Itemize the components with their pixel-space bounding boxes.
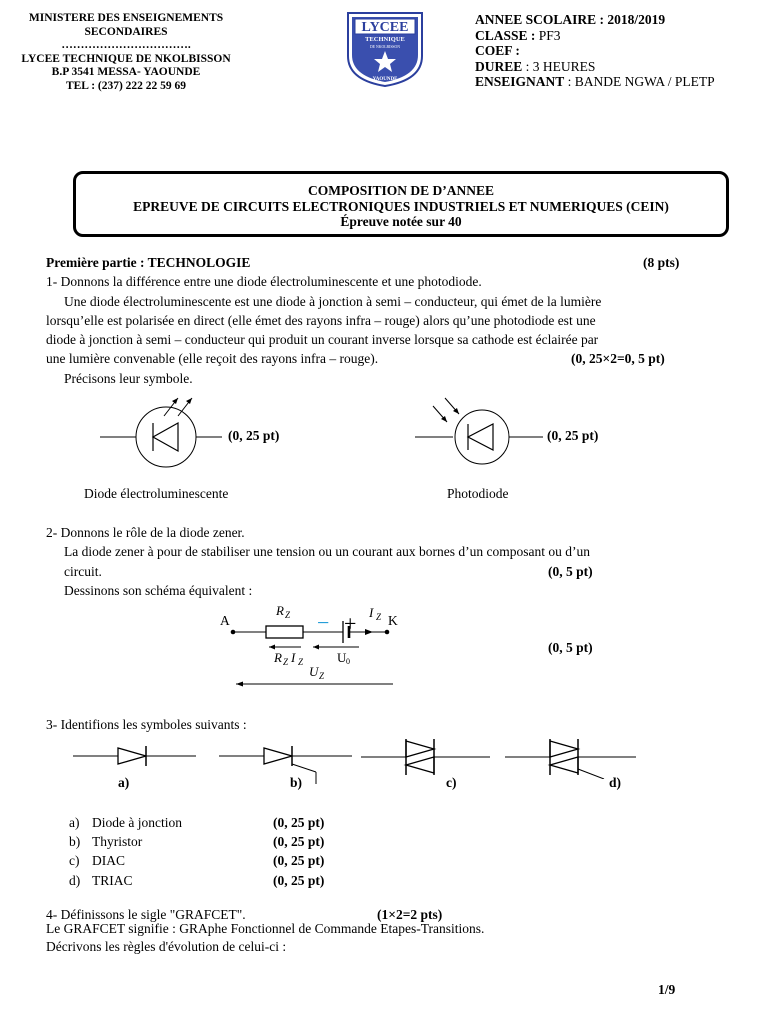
ministry-line2: SECONDAIRES	[84, 25, 168, 38]
node-a-label: A	[220, 613, 230, 628]
q2-question: 2- Donnons le rôle de la diode zener.	[46, 525, 245, 540]
u0-sub: 0	[346, 657, 350, 666]
symbol-a-diode	[72, 740, 198, 774]
answer-b-points: (0, 25 pt)	[273, 834, 325, 849]
node-k-label: K	[388, 613, 398, 628]
iz-sub: Z	[376, 612, 382, 622]
answer-b-letter: b)	[69, 834, 81, 849]
answer-a-name: Diode à jonction	[92, 815, 182, 830]
q1-precisons: Précisons leur symbole.	[64, 371, 193, 386]
rz-resistor	[266, 626, 303, 638]
rziz-i: I	[291, 650, 296, 665]
exam-title-line3: Épreuve notée sur 40	[340, 214, 462, 229]
part1-title: Première partie : TECHNOLOGIE	[46, 255, 251, 270]
enseignant-label: ENSEIGNANT	[475, 74, 565, 90]
symbol-d-triac	[504, 735, 638, 779]
q4-points: (1×2=2 pts)	[377, 907, 443, 922]
school-logo	[345, 10, 425, 88]
exam-title-line1: COMPOSITION DE D’ANNEE	[307, 183, 494, 198]
rziz-r: R	[274, 650, 282, 665]
symbol-b-thyristor	[218, 740, 354, 786]
symbol-a-label: a)	[118, 775, 130, 790]
iz-label: I	[369, 605, 374, 620]
answer-b-name: Thyristor	[92, 834, 143, 849]
q2-answer-line2: circuit.	[64, 564, 102, 579]
classe-value: PF3	[535, 27, 561, 43]
answer-c-name: DIAC	[92, 853, 125, 868]
q4-grafcet-meaning: Le GRAFCET signifie : GRAphe Fonctionnel de Commande Etapes-Transitions.	[46, 921, 485, 936]
q1-answer-line3: diode à jonction à semi – conducteur qui produit un courant inverse lorsque sa cathode est éclairée par	[46, 332, 599, 347]
enseignant-row	[475, 74, 715, 90]
minus-sign: −	[317, 610, 330, 635]
duree-value: : 3 HEURES	[522, 58, 596, 74]
part1-points: (8 pts)	[643, 255, 680, 270]
answer-c-letter: c)	[69, 853, 80, 868]
answer-a-letter: a)	[69, 815, 80, 830]
rz-sub: Z	[285, 610, 291, 620]
logo-city: YAOUNDE	[372, 77, 398, 82]
rz-label: R	[276, 603, 284, 618]
photodiode-symbol	[413, 394, 547, 466]
u0-label: U	[337, 650, 347, 665]
q2-dessinons: Dessinons son schéma équivalent :	[64, 583, 253, 598]
uz-label: U	[309, 664, 319, 679]
q2-answer-points: (0, 5 pt)	[548, 564, 593, 579]
led-symbol	[98, 386, 228, 468]
classe-row	[475, 28, 715, 44]
led-label: Diode électroluminescente	[84, 486, 229, 501]
exam-title-box	[73, 171, 729, 237]
rziz-z1: Z	[283, 657, 289, 667]
rziz-z2: Z	[298, 657, 304, 667]
page-number: 1/9	[658, 982, 676, 997]
school-header	[0, 12, 252, 94]
uz-sub: Z	[319, 671, 325, 681]
logo-subtitle: TECHNIQUE	[365, 36, 405, 43]
exam-title-line2: EPREUVE DE CIRCUITS ELECTRONIQUES INDUSTRIELS ET NUMERIQUES (CEIN)	[133, 198, 669, 214]
classe-label: CLASSE :	[475, 27, 536, 43]
q2-answer-line1: La diode zener à pour de stabiliser une tension ou un courant aux bornes d’un composant ou d’un	[64, 544, 590, 559]
symbol-b-label: b)	[290, 775, 303, 790]
annee-scolaire: ANNEE SCOLAIRE : 2018/2019	[475, 12, 666, 27]
school-name: LYCEE TECHNIQUE DE NKOLBISSON	[21, 52, 231, 65]
q1-answer-line1: Une diode électroluminescente est une diode à jonction à semi – conducteur, qui émet de la lumière	[64, 294, 602, 309]
q3-question: 3- Identifions les symboles suivants :	[46, 717, 247, 732]
symbol-c-diac	[360, 735, 492, 779]
schema-points: (0, 5 pt)	[548, 640, 593, 655]
q4-evolution-rules: Décrivons les règles d'évolution de celui-ci :	[46, 939, 287, 954]
q1-question: 1- Donnons la différence entre une diode électroluminescente et une photodiode.	[46, 274, 482, 289]
node-a-dot	[231, 630, 236, 635]
answer-d-points: (0, 25 pt)	[273, 873, 325, 888]
led-points: (0, 25 pt)	[228, 428, 280, 443]
q1-answer-line2: lorsqu’elle est polarisée en direct (elle émet des rayons infra – rouge) alors qu’une photodiode est une	[46, 313, 596, 328]
q1-answer-line4: une lumière convenable (elle reçoit des rayons infra – rouge).	[46, 351, 379, 366]
photodiode-label: Photodiode	[447, 486, 509, 501]
photodiode-points: (0, 25 pt)	[547, 428, 599, 443]
plus-sign: +	[344, 611, 357, 636]
symbol-d-label: d)	[609, 775, 622, 790]
answer-a-points: (0, 25 pt)	[273, 815, 325, 830]
logo-small: DE NKOLBISSON	[369, 45, 401, 49]
q1-answer-points: (0, 25×2=0, 5 pt)	[571, 351, 665, 366]
school-phone: TEL : (237) 222 22 59 69	[65, 79, 187, 92]
symbol-c-label: c)	[446, 775, 457, 790]
answer-d-name: TRIAC	[92, 873, 133, 888]
q4-question: 4- Définissons le sigle "GRAFCET".	[46, 907, 246, 922]
duree-label: DUREE	[475, 58, 523, 74]
coef-label: COEF :	[475, 43, 520, 59]
node-k-dot	[385, 630, 390, 635]
ministry-line1: MINISTERE DES ENSEIGNEMENTS	[28, 12, 224, 24]
answer-c-points: (0, 25 pt)	[273, 853, 325, 868]
separator-dots: …………………………….	[61, 39, 191, 52]
exam-info	[475, 12, 715, 90]
iz-arrow	[365, 629, 373, 635]
answer-d-letter: d)	[69, 873, 81, 888]
logo-title: LYCEE	[361, 20, 409, 35]
school-address: B.P 3541 MESSA- YAOUNDE	[51, 66, 201, 79]
duree-row	[475, 59, 715, 75]
enseignant-value: : BANDE NGWA / PLETP	[564, 74, 715, 90]
zener-equivalent-schematic	[215, 598, 405, 692]
